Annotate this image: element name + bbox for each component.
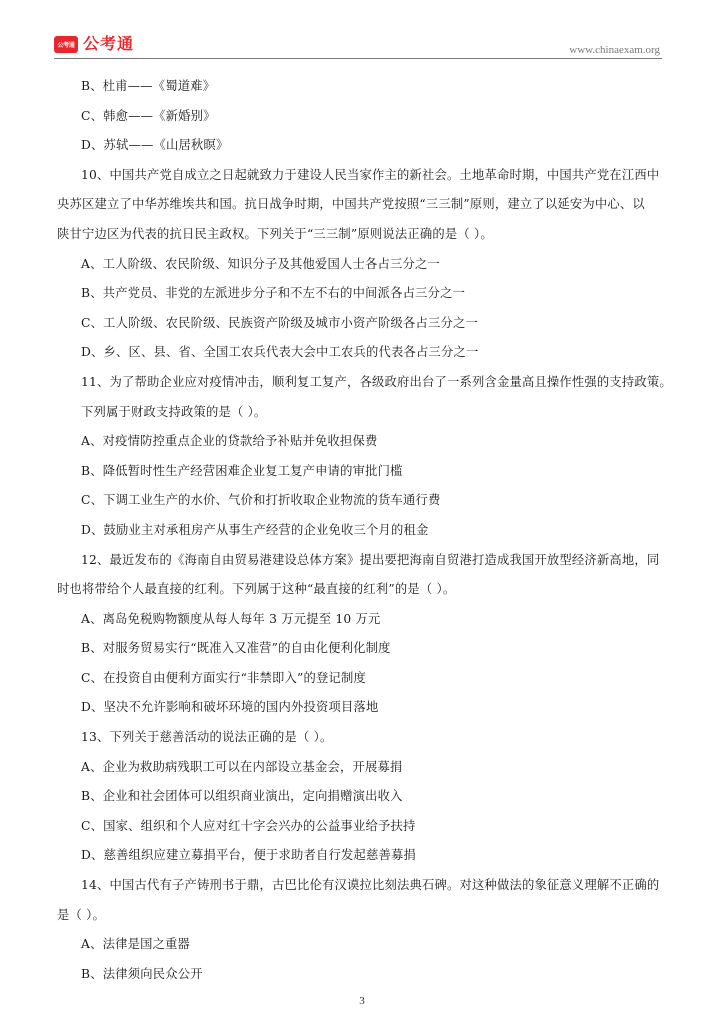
question-continuation: 陕甘宁边区为代表的抗日民主政权。下列关于“三三制”原则说法正确的是（ ）。 <box>57 226 493 241</box>
answer-option: D、慈善组织应建立募捐平台，便于求助者自行发起慈善募捐 <box>81 848 416 863</box>
answer-option: B、降低暂时性生产经营困难企业复工复产申请的审批门槛 <box>81 463 403 478</box>
answer-option: C、下调工业生产的水价、气价和打折收取企业物流的货车通行费 <box>81 493 441 508</box>
answer-option: B、法律须向民众公开 <box>81 966 203 981</box>
question-stem: 10、中国共产党自成立之日起就致力于建设人民当家作主的新社会。土地革命时期，中国共产党在江西中 <box>81 167 660 182</box>
answer-option: A、工人阶级、农民阶级、知识分子及其他爱国人士各占三分之一 <box>81 256 440 271</box>
answer-option: D、苏轼——《山居秋暝》 <box>81 138 229 153</box>
logo-text: 公考通 <box>83 34 135 53</box>
answer-option: C、工人阶级、农民阶级、民族资产阶级及城市小资产阶级各占三分之一 <box>81 315 479 330</box>
page-number: 3 <box>359 995 365 1007</box>
answer-option: D、坚决不允许影响和破坏环境的国内外投资项目落地 <box>81 700 379 715</box>
question-stem: 12、最近发布的《海南自由贸易港建设总体方案》提出要把海南自贸港打造成我国开放型经济新高地，同 <box>81 552 660 567</box>
answer-option: D、乡、区、县、省、全国工农兵代表大会中工农兵的代表各占三分之一 <box>81 345 479 360</box>
document-body <box>57 72 672 989</box>
logo-icon: 公考通 <box>54 36 78 53</box>
question-stem: 13、下列关于慈善活动的说法正确的是（ ）。 <box>81 730 333 745</box>
brand-logo[interactable] <box>54 34 134 54</box>
answer-option: B、杜甫——《蜀道难》 <box>81 79 216 93</box>
answer-option: C、韩愈——《新婚别》 <box>81 108 216 123</box>
answer-option: C、在投资自由便利方面实行“非禁即入”的登记制度 <box>81 670 367 685</box>
answer-option: 下列属于财政支持政策的是（ ）。 <box>81 404 267 419</box>
answer-option: C、国家、组织和个人应对红十字会兴办的公益事业给予扶持 <box>81 818 416 833</box>
question-continuation: 央苏区建立了中华苏维埃共和国。抗日战争时期，中国共产党按照“三三制”原则，建立了以延安为中心、以 <box>57 197 645 212</box>
page-header <box>54 34 662 59</box>
answer-option: A、离岛免税购物额度从每人每年 3 万元提至 10 万元 <box>81 611 381 626</box>
answer-option: D、鼓励业主对承租房产从事生产经营的企业免收三个月的租金 <box>81 522 429 537</box>
question-stem: 14、中国古代有子产铸刑书于鼎，古巴比伦有汉谟拉比刻法典石碑。对这种做法的象征意义理解不正确的 <box>81 878 660 893</box>
answer-option: B、共产党员、非党的左派进步分子和不左不右的中间派各占三分之一 <box>81 286 466 301</box>
answer-option: A、企业为救助病残职工可以在内部设立基金会，开展募捐 <box>81 759 403 774</box>
question-continuation: 时也将带给个人最直接的红利。下列属于这种“最直接的红利”的是（ ）。 <box>57 582 456 597</box>
answer-option: A、法律是国之重器 <box>81 937 191 952</box>
question-continuation: 是（ ）。 <box>57 907 105 922</box>
site-url: www.chinaexam.org <box>569 44 660 56</box>
question-stem: 11、为了帮助企业应对疫情冲击，顺利复工复产，各级政府出台了一系列含金量高且操作性强的支持政策。 <box>81 374 672 389</box>
answer-option: B、对服务贸易实行“既准入又准营”的自由化便利化制度 <box>81 641 391 656</box>
answer-option: A、对疫情防控重点企业的贷款给予补贴并免收担保费 <box>81 434 378 449</box>
answer-option: B、企业和社会团体可以组织商业演出，定向捐赠演出收入 <box>81 789 403 804</box>
